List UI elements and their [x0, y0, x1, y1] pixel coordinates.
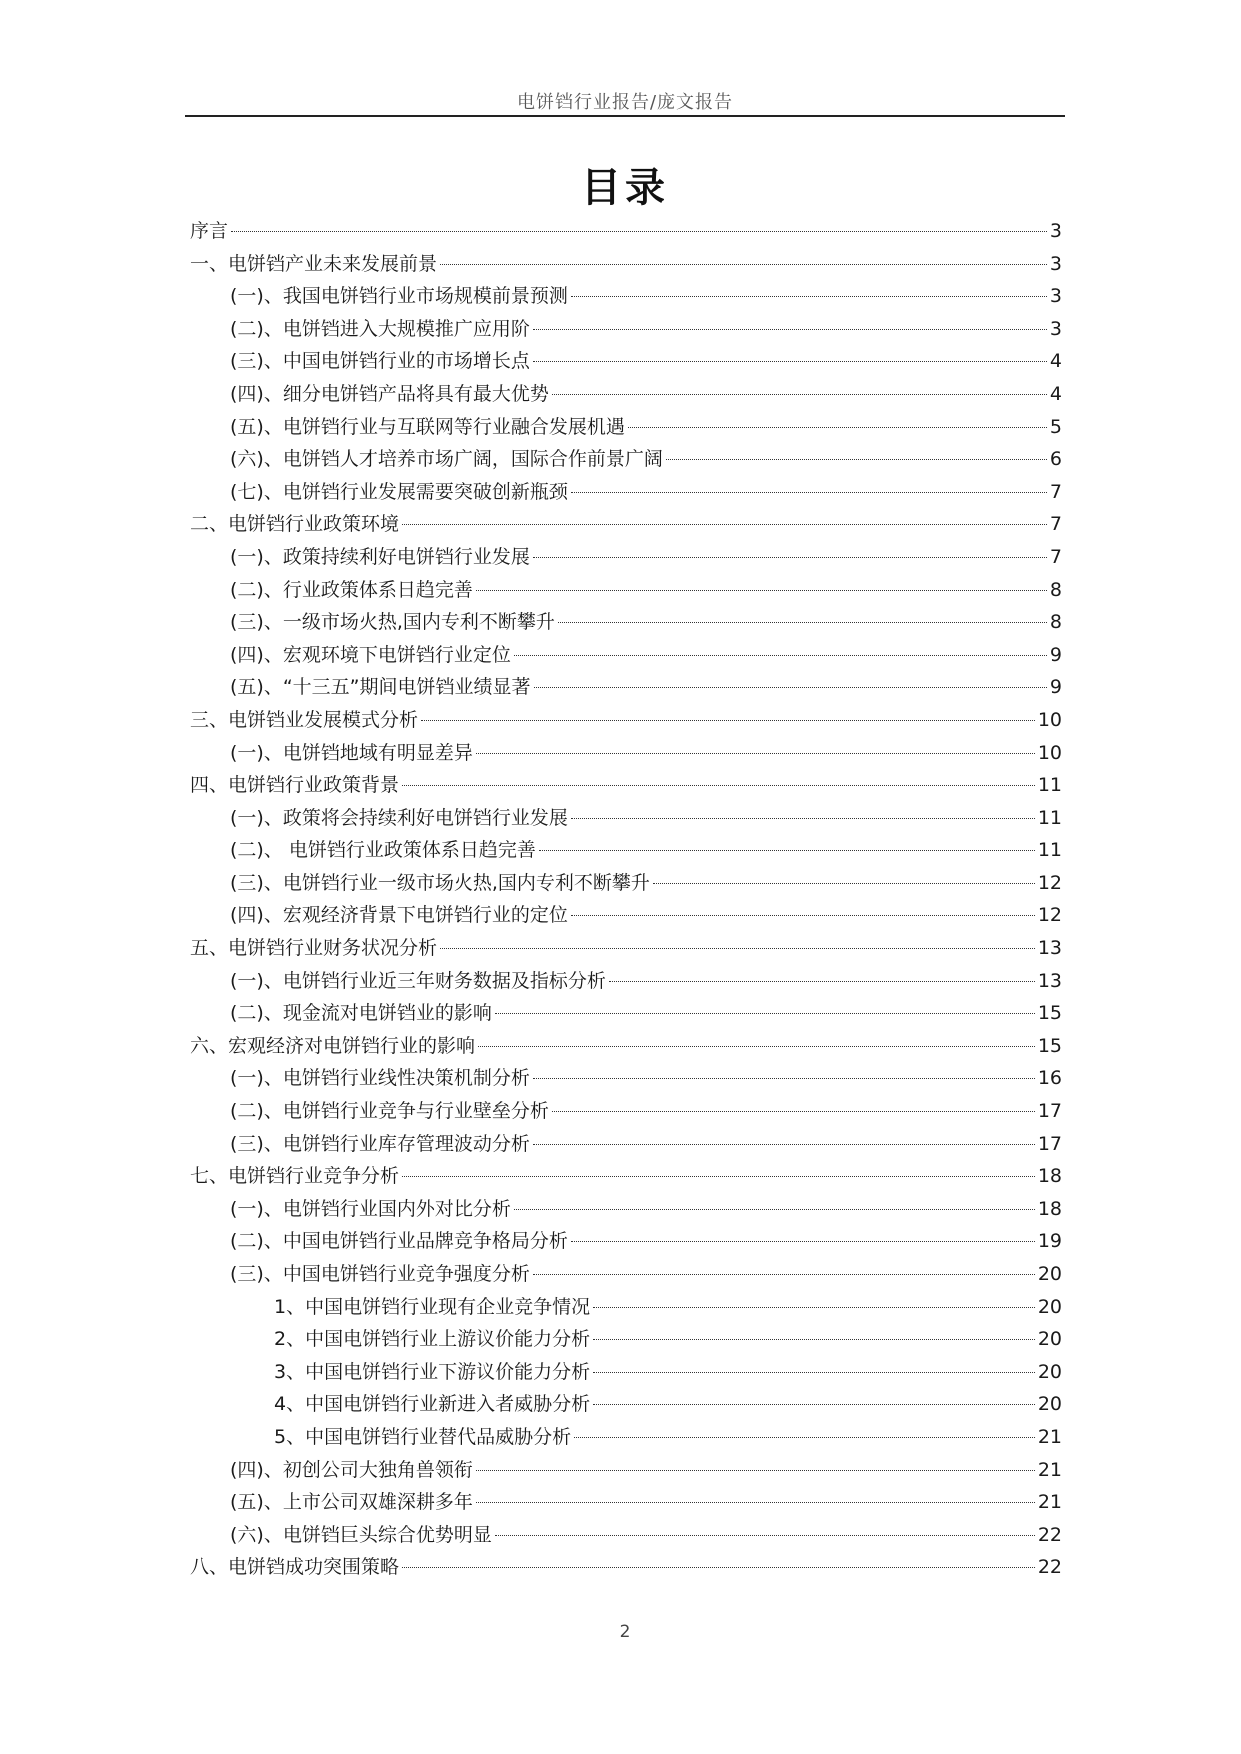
toc-entry-page: 16: [1037, 1067, 1062, 1090]
dot-leader: [421, 720, 1035, 721]
toc-entry-page: 19: [1037, 1230, 1062, 1253]
dot-leader: [533, 329, 1047, 330]
toc-entry-page: 17: [1037, 1132, 1062, 1155]
toc-entry[interactable]: [190, 378, 1062, 411]
toc-entry[interactable]: [190, 737, 1062, 770]
toc-entry[interactable]: [190, 541, 1062, 574]
dot-leader: [440, 264, 1047, 265]
dot-leader: [534, 687, 1047, 688]
toc-entry-text: (五)、上市公司双雄深耕多年: [230, 1491, 473, 1514]
toc-entry-page: 20: [1037, 1360, 1062, 1383]
toc-entry[interactable]: [190, 1030, 1062, 1063]
toc-entry-page: 20: [1037, 1328, 1062, 1351]
toc-entry-text: (一)、政策持续利好电饼铛行业发展: [230, 545, 530, 568]
toc-entry-text: (四)、初创公司大独角兽领衔: [230, 1458, 473, 1481]
toc-entry-text: 2、中国电饼铛行业上游议价能力分析: [274, 1328, 591, 1351]
toc-entry-text: 4、中国电饼铛行业新进入者威胁分析: [274, 1393, 591, 1416]
dot-leader: [533, 557, 1047, 558]
dot-leader: [558, 622, 1047, 623]
toc-entry-page: 3: [1049, 285, 1062, 308]
toc-entry-page: 10: [1037, 708, 1062, 731]
toc-entry[interactable]: [190, 1454, 1062, 1487]
toc-title: 目录: [581, 165, 669, 211]
dot-leader: [571, 818, 1035, 819]
toc-entry-text: 八、电饼铛成功突围策略: [190, 1556, 400, 1579]
toc-entry[interactable]: [190, 313, 1062, 346]
toc-entry[interactable]: [190, 867, 1062, 900]
toc-entry[interactable]: [190, 1519, 1062, 1552]
toc-entry-page: 5: [1049, 415, 1062, 438]
toc-entry-text: 七、电饼铛行业竞争分析: [190, 1165, 400, 1188]
toc-entry-page: 15: [1037, 1002, 1062, 1025]
toc-entry-text: 5、中国电饼铛行业替代品威胁分析: [274, 1425, 572, 1448]
toc-entry-text: (三)、电饼铛行业一级市场火热,国内专利不断攀升: [230, 871, 650, 894]
toc-entry[interactable]: [190, 1193, 1062, 1226]
toc-entry-page: 8: [1049, 578, 1062, 601]
toc-entry[interactable]: [190, 476, 1062, 509]
toc-entry-page: 7: [1049, 513, 1062, 536]
toc-entry-text: (一)、电饼铛地域有明显差异: [230, 741, 473, 764]
toc-entry[interactable]: [190, 1291, 1062, 1324]
dot-leader: [609, 981, 1035, 982]
toc-entry-text: (四)、宏观经济背景下电饼铛行业的定位: [230, 904, 568, 927]
toc-entry-text: (二)、电饼铛进入大规模推广应用阶: [230, 317, 530, 340]
dot-leader: [593, 1307, 1035, 1308]
toc-entry-page: 9: [1049, 676, 1062, 699]
toc-entry-text: (四)、宏观环境下电饼铛行业定位: [230, 643, 511, 666]
toc-entry-text: (七)、电饼铛行业发展需要突破创新瓶颈: [230, 480, 568, 503]
toc-entry-page: 18: [1037, 1197, 1062, 1220]
toc-entry-page: 6: [1049, 448, 1062, 471]
toc-entry-text: 三、电饼铛业发展模式分析: [190, 708, 419, 731]
toc-entry[interactable]: [190, 1551, 1062, 1584]
header-rule: [185, 115, 1065, 117]
dot-leader: [571, 296, 1047, 297]
toc-entry[interactable]: [190, 215, 1062, 248]
dot-leader: [533, 1274, 1035, 1275]
dot-leader: [571, 1241, 1035, 1242]
toc-entry-page: 21: [1037, 1491, 1062, 1514]
toc-entry[interactable]: [190, 1486, 1062, 1519]
toc-entry-text: (二)、现金流对电饼铛业的影响: [230, 1002, 492, 1025]
toc-entry[interactable]: [190, 834, 1062, 867]
dot-leader: [514, 1209, 1035, 1210]
dot-leader: [539, 850, 1035, 851]
toc-entry-page: 13: [1037, 969, 1062, 992]
toc-entry-page: 11: [1037, 839, 1062, 862]
page-number: 2: [619, 1622, 631, 1642]
toc-entry-text: 四、电饼铛行业政策背景: [190, 774, 400, 797]
toc-entry-page: 17: [1037, 1100, 1062, 1123]
toc-entry[interactable]: [190, 345, 1062, 378]
toc-entry-text: (一)、电饼铛行业国内外对比分析: [230, 1197, 511, 1220]
toc-entry[interactable]: [190, 248, 1062, 281]
toc-entry-page: 20: [1037, 1263, 1062, 1285]
dot-leader: [476, 1502, 1035, 1503]
toc-entry[interactable]: [190, 671, 1062, 704]
toc-entry[interactable]: [190, 1323, 1062, 1356]
dot-leader: [533, 361, 1047, 362]
dot-leader: [628, 427, 1047, 428]
toc-entry[interactable]: [190, 965, 1062, 998]
toc-entry-page: 7: [1049, 545, 1062, 568]
toc-entry-text: (二)、电饼铛行业竞争与行业壁垒分析: [230, 1100, 549, 1123]
toc-entry-page: 22: [1037, 1523, 1062, 1546]
toc-entry-page: 4: [1049, 350, 1062, 373]
toc-entry-text: 六、宏观经济对电饼铛行业的影响: [190, 1034, 476, 1057]
dot-leader: [533, 1144, 1035, 1145]
toc-entry-text: (六)、电饼铛巨头综合优势明显: [230, 1523, 492, 1546]
toc-entry[interactable]: [190, 1258, 1062, 1291]
toc-entry-page: 20: [1037, 1295, 1062, 1318]
dot-leader: [476, 590, 1047, 591]
toc-entry-text: 1、中国电饼铛行业现有企业竞争情况: [274, 1295, 591, 1318]
toc-entry-text: (三)、一级市场火热,国内专利不断攀升: [230, 611, 555, 634]
toc-entry[interactable]: [190, 932, 1062, 965]
dot-leader: [402, 785, 1035, 786]
dot-leader: [574, 1437, 1035, 1438]
toc-entry-page: 11: [1037, 806, 1062, 829]
dot-leader: [666, 459, 1047, 460]
toc-entry[interactable]: [190, 639, 1062, 672]
toc-entry[interactable]: [190, 769, 1062, 802]
toc-entry[interactable]: [190, 508, 1062, 541]
toc-entry[interactable]: [190, 443, 1062, 476]
toc-entry-text: (五)、电饼铛行业与互联网等行业融合发展机遇: [230, 415, 625, 438]
toc-entry[interactable]: [190, 899, 1062, 932]
toc-entry-text: (六)、电饼铛人才培养市场广阔，国际合作前景广阔: [230, 448, 663, 471]
dot-leader: [476, 753, 1035, 754]
dot-leader: [476, 1470, 1035, 1471]
toc-entry-text: (三)、中国电饼铛行业的市场增长点: [230, 350, 530, 373]
toc-entry-text: (五)、“十三五”期间电饼铛业绩显著: [230, 676, 531, 699]
toc-entry-text: (一)、政策将会持续利好电饼铛行业发展: [230, 806, 568, 829]
dot-leader: [593, 1372, 1035, 1373]
toc-entry-page: 4: [1049, 382, 1062, 405]
dot-leader: [231, 231, 1047, 232]
toc-entry-page: 9: [1049, 643, 1062, 666]
dot-leader: [571, 915, 1035, 916]
toc-entry-page: 3: [1049, 317, 1062, 340]
running-header: 电饼铛行业报告/庞文报告: [516, 92, 734, 113]
toc-entry-page: 20: [1037, 1393, 1062, 1416]
toc-entry-text: (一)、我国电饼铛行业市场规模前景预测: [230, 285, 568, 308]
toc-entry-page: 12: [1037, 871, 1062, 894]
toc-entry[interactable]: [190, 1062, 1062, 1095]
dot-leader: [552, 1111, 1035, 1112]
toc-entry-text: (二)、中国电饼铛行业品牌竞争格局分析: [230, 1230, 568, 1253]
toc-entry[interactable]: [190, 1128, 1062, 1161]
toc-entry[interactable]: [190, 704, 1062, 737]
dot-leader: [571, 492, 1047, 493]
toc-entry[interactable]: [190, 280, 1062, 313]
toc-entry-page: 10: [1037, 741, 1062, 764]
toc-entry[interactable]: [190, 606, 1062, 639]
toc-entry[interactable]: [190, 1095, 1062, 1128]
toc-entry-text: 序言: [190, 220, 229, 242]
toc-entry[interactable]: [190, 1225, 1062, 1258]
toc-entry-page: 21: [1037, 1425, 1062, 1448]
toc-entry[interactable]: [190, 574, 1062, 607]
dot-leader: [495, 1535, 1035, 1536]
dot-leader: [593, 1404, 1035, 1405]
toc-entry-page: 15: [1037, 1034, 1062, 1057]
toc-entry-page: 3: [1049, 220, 1062, 242]
dot-leader: [402, 1567, 1035, 1568]
dot-leader: [402, 524, 1047, 525]
toc-entry-text: 3、中国电饼铛行业下游议价能力分析: [274, 1360, 591, 1383]
toc-entry-text: (二)、 电饼铛行业政策体系日趋完善: [230, 839, 536, 862]
toc-entry[interactable]: [190, 1421, 1062, 1454]
toc-entry[interactable]: [190, 802, 1062, 835]
dot-leader: [440, 948, 1035, 949]
toc-entry-text: (一)、电饼铛行业线性决策机制分析: [230, 1067, 530, 1090]
dot-leader: [514, 655, 1047, 656]
toc-entry-page: 8: [1049, 611, 1062, 634]
toc-entry-page: 21: [1037, 1458, 1062, 1481]
toc-entry-text: 一、电饼铛产业未来发展前景: [190, 252, 438, 275]
dot-leader: [402, 1176, 1035, 1177]
dot-leader: [478, 1046, 1035, 1047]
toc-entry-page: 12: [1037, 904, 1062, 927]
toc-entry-page: 22: [1037, 1556, 1062, 1579]
toc-entry-page: 18: [1037, 1165, 1062, 1188]
toc-entry-text: (二)、行业政策体系日趋完善: [230, 578, 473, 601]
toc-entry-text: (一)、电饼铛行业近三年财务数据及指标分析: [230, 969, 606, 992]
table-of-contents: [190, 215, 1062, 1584]
dot-leader: [552, 394, 1047, 395]
dot-leader: [593, 1339, 1035, 1340]
dot-leader: [653, 883, 1035, 884]
toc-entry[interactable]: [190, 411, 1062, 444]
toc-entry[interactable]: [190, 1388, 1062, 1421]
toc-entry[interactable]: [190, 997, 1062, 1030]
toc-entry-page: 7: [1049, 480, 1062, 503]
toc-entry-page: 11: [1037, 774, 1062, 797]
toc-entry-text: (三)、中国电饼铛行业竞争强度分析: [230, 1263, 530, 1285]
toc-entry-text: 二、电饼铛行业政策环境: [190, 513, 400, 536]
toc-entry-page: 3: [1049, 252, 1062, 275]
dot-leader: [533, 1078, 1035, 1079]
toc-entry[interactable]: [190, 1160, 1062, 1193]
toc-entry[interactable]: [190, 1356, 1062, 1389]
toc-entry-text: (三)、电饼铛行业库存管理波动分析: [230, 1132, 530, 1155]
dot-leader: [495, 1013, 1035, 1014]
toc-entry-text: (四)、细分电饼铛产品将具有最大优势: [230, 382, 549, 405]
toc-entry-text: 五、电饼铛行业财务状况分析: [190, 937, 438, 960]
toc-entry-page: 13: [1037, 937, 1062, 960]
